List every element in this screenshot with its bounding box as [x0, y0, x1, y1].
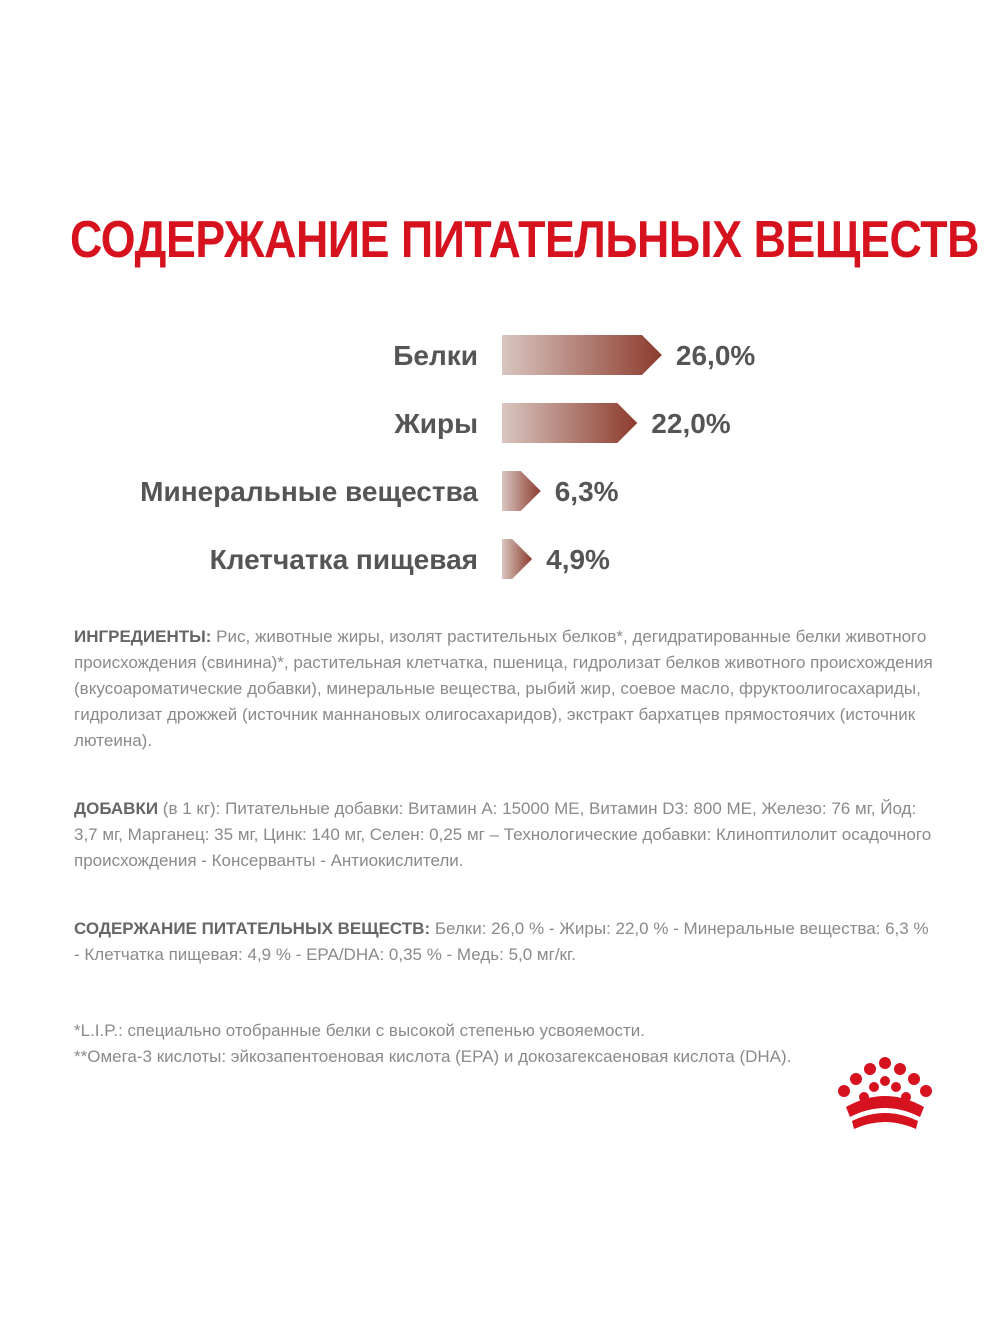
ingredients-heading: ИНГРЕДИЕНТЫ:: [74, 627, 212, 646]
footnote-omega: **Омега-3 кислоты: эйкозапентоеновая кислота (EPA) и докозагексаеновая кислота (DHA).: [74, 1047, 792, 1066]
nutrients-text: Белки: 26,0 % - Жиры: 22,0 % - Минеральные вещества: 6,3 % - Клетчатка пищевая: 4,9 % - EPA/DHA: 0,35 % - Медь: 5,0 мг/кг.: [74, 919, 929, 964]
bar-value-2: 6,3%: [554, 476, 619, 507]
bar-label-2: Минеральные вещества: [140, 476, 478, 507]
bar-label-1: Жиры: [394, 408, 478, 439]
footnote-lip: *L.I.P.: специально отобранные белки с высокой степенью усвояемости.: [74, 1021, 645, 1040]
additives-text: (в 1 кг): Питательные добавки: Витамин А: 15000 МЕ, Витамин D3: 800 МЕ, Железо: 76 мг, Йод: 3,7 мг, Марганец: 35 мг, Цинк: 140 мг, Селен: 0,25 мг – Технологические добавки: Клиноптилолит осадочного происхождения - Консерванты - Антиокислители.: [74, 799, 932, 870]
bar-0: [502, 335, 662, 375]
footnotes: [74, 1018, 834, 1070]
bar-value-3: 4,9%: [546, 544, 610, 575]
royal-canin-crown-icon: [832, 1055, 938, 1135]
nutrients-block: [74, 916, 934, 968]
additives-heading: ДОБАВКИ: [74, 799, 159, 818]
additives-block: [74, 796, 934, 874]
chart-title: СОДЕРЖАНИЕ ПИТАТЕЛЬНЫХ ВЕЩЕСТВ: [70, 211, 979, 269]
bar-3: [502, 539, 532, 579]
bar-label-3: Клетчатка пищевая: [209, 544, 478, 575]
ingredients-block: [74, 624, 934, 754]
nutrients-heading: СОДЕРЖАНИЕ ПИТАТЕЛЬНЫХ ВЕЩЕСТВ:: [74, 919, 431, 938]
bar-value-1: 22,0%: [651, 408, 731, 439]
bar-label-0: Белки: [393, 340, 478, 371]
ingredients-text: Рис, животные жиры, изолят растительных белков*, дегидратированные белки животного происхождения (свинина)*, растительная клетчатка, пшеница, гидролизат белков животного происхождения (вкусоароматические добавки), минеральные вещества, рыбий жир, соевое масло, фруктоолигосахариды, гидролизат дрожжей (источник маннановых олигосахаридов), экстракт бархатцев прямостоячих (источник лютеина).: [74, 627, 933, 750]
bar-1: [502, 403, 637, 443]
bar-2: [502, 471, 541, 511]
nutrient-bar-chart: [0, 320, 1000, 590]
bar-value-0: 26,0%: [675, 340, 756, 371]
